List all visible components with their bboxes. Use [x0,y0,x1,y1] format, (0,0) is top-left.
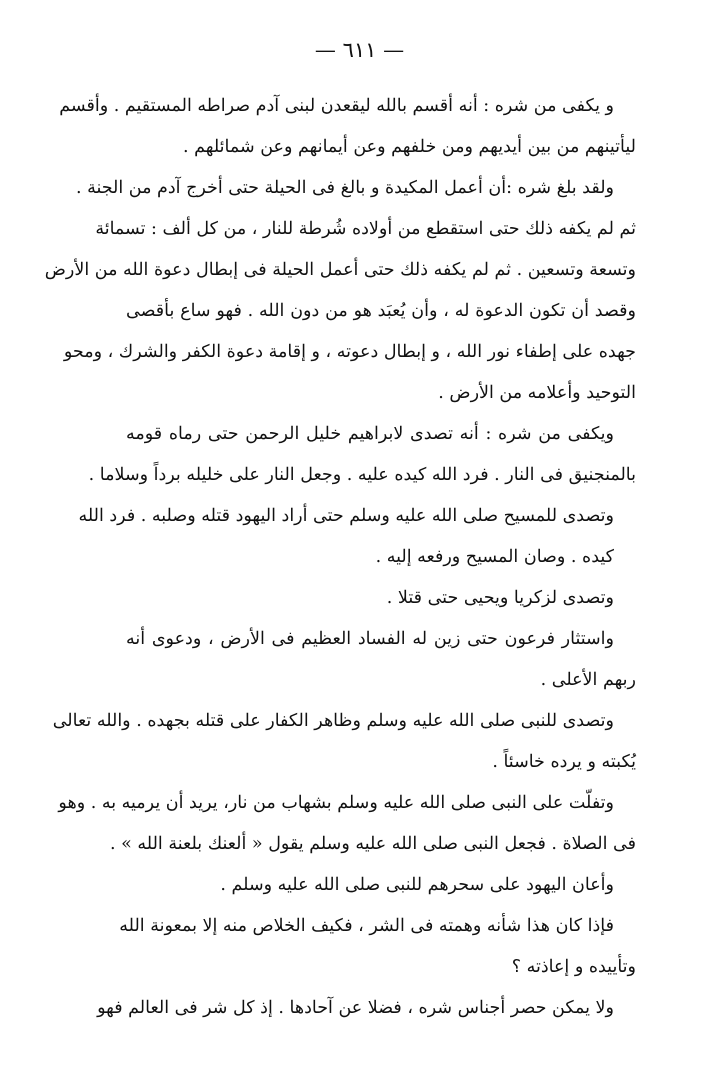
text-line: ولقد بلغ شره :أن أعمل المكيدة و بالغ فى الحيلة حتى أخرج آدم من الجنة . [75,178,614,198]
text-line: ولا يمكن حصر أجناس شره ، فضلا عن آحادها . إذ كل شر فى العالم فهو [97,998,614,1018]
text-line: ربهم الأعلى . [540,670,636,690]
text-line: وتصدى لزكريا ويحيى حتى قتلا . [386,588,614,608]
text-line: كيده . وصان المسيح ورفعه إليه . [375,547,614,567]
text-line: وتصدى للمسيح صلى الله عليه وسلم حتى أراد اليهود قتله وصلبه . فرد الله [78,506,614,526]
text-line: فإذا كان هذا شأنه وهمته فى الشر ، فكيف الخلاص منه إلا بمعونة الله [119,916,614,936]
text-line: و يكفى من شره : أنه أقسم بالله ليقعدن لبنى آدم صراطه المستقيم . وأقسم [59,96,614,116]
text-line: وتأييده و إعاذته ؟ [511,957,636,977]
text-line: وأعان اليهود على سحرهم للنبى صلى الله عليه وسلم . [220,875,614,895]
text-line: بالمنجنيق فى النار . فرد الله كيده عليه . وجعل النار على خليله برداً وسلاما . [88,465,636,485]
text-line: وتصدى للنبى صلى الله عليه وسلم وظاهر الكفار على قتله بجهده . والله تعالى [52,711,614,731]
text-line: جهده على إطفاء نور الله ، و إبطال دعوته ، و إقامة دعوة الكفر والشرك ، ومحو [63,342,636,362]
text-line: التوحيد وأعلامه من الأرض . [438,383,636,403]
text-line: ويكفى من شره : أنه تصدى لابراهيم خليل الرحمن حتى رماه قومه [126,424,614,444]
text-line: واستثار فرعون حتى زين له الفساد العظيم فى الأرض ، ودعوى أنه [126,629,614,649]
text-line: ليأتينهم من بين أيديهم ومن خلفهم وعن أيمانهم وعن شمائلهم . [183,137,636,157]
text-line: يُكبته و يرده خاسئاً . [492,752,636,772]
text-line: فى الصلاة . فجعل النبى صلى الله عليه وسلم يقول « ألعنك بلعنة الله » . [110,834,636,854]
page-number: — ٦١١ — [314,38,405,62]
text-line: ثم لم يكفه ذلك حتى استقطع من أولاده شُرطة للنار ، من كل ألف : تسمائة [95,219,636,239]
text-line: وتسعة وتسعين . ثم لم يكفه ذلك حتى أعمل الحيلة فى إبطال دعوة الله من الأرض [44,260,636,280]
body-text [44,86,636,1029]
text-line: وتفلّت على النبى صلى الله عليه وسلم بشهاب من نار، يريد أن يرميه به . وهو [58,793,614,813]
text-line: وقصد أن تكون الدعوة له ، وأن يُعبَد هو من دون الله . فهو ساع بأقصى [126,301,636,321]
